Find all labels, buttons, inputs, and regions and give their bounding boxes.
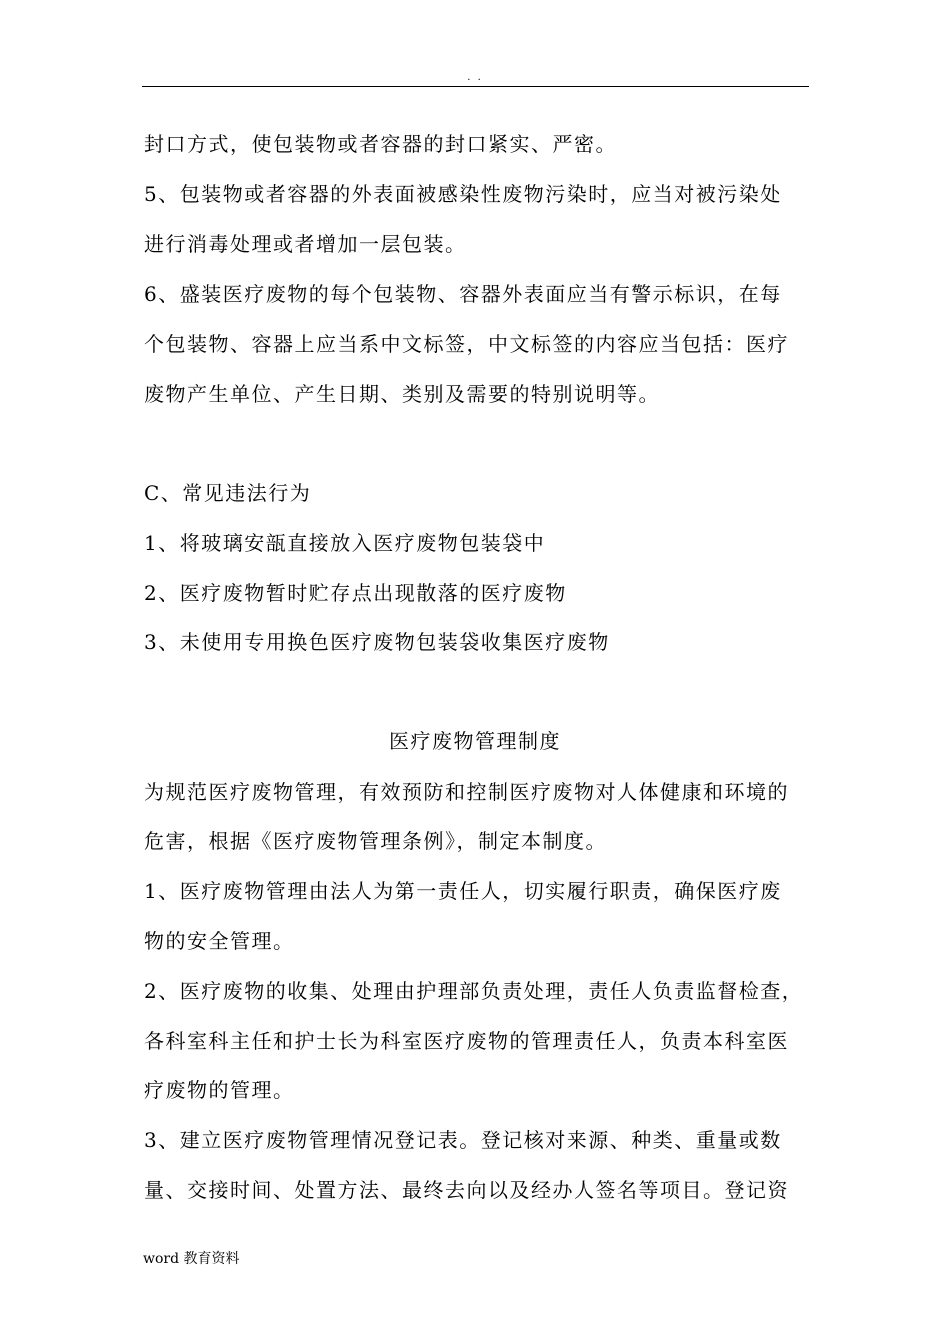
body-line: 个包装物、容器上应当系中文标签，中文标签的内容应当包括：医疗 xyxy=(144,332,789,356)
body-line: 废物产生单位、产生日期、类别及需要的特别说明等。 xyxy=(144,382,660,406)
footer-label: word 教育资料 xyxy=(143,1251,240,1267)
body-line: 量、交接时间、处置方法、最终去向以及经办人签名等项目。登记资 xyxy=(144,1178,789,1202)
body-line: 2、医疗废物的收集、处理由护理部负责处理，责任人负责监督检查， xyxy=(144,979,804,1003)
body-line: 物的安全管理。 xyxy=(144,929,295,953)
body-line: 3、未使用专用换色医疗废物包装袋收集医疗废物 xyxy=(144,630,610,654)
body-line: 进行消毒处理或者增加一层包装。 xyxy=(144,232,467,256)
body-line: 2、医疗废物暂时贮存点出现散落的医疗废物 xyxy=(144,581,567,605)
body-line: 危害，根据《医疗废物管理条例》，制定本制度。 xyxy=(144,829,607,853)
header-mark: . . xyxy=(467,72,483,83)
body-line: 3、建立医疗废物管理情况登记表。登记核对来源、种类、重量或数 xyxy=(144,1128,782,1152)
body-line: 1、医疗废物管理由法人为第一责任人，切实履行职责，确保医疗废 xyxy=(144,879,782,903)
document-title: 医疗废物管理制度 xyxy=(389,729,561,753)
body-line: 封口方式，使包装物或者容器的封口紧实、严密。 xyxy=(144,132,617,156)
section-heading: C、常见违法行为 xyxy=(144,481,312,505)
body-line: 1、将玻璃安瓿直接放入医疗废物包装袋中 xyxy=(144,531,546,555)
header-rule xyxy=(142,86,809,87)
body-line: 疗废物的管理。 xyxy=(144,1078,295,1102)
body-line: 5、包装物或者容器的外表面被感染性废物污染时，应当对被污染处 xyxy=(144,182,782,206)
body-line: 为规范医疗废物管理，有效预防和控制医疗废物对人体健康和环境的 xyxy=(144,780,789,804)
body-line: 6、盛装医疗废物的每个包装物、容器外表面应当有警示标识，在每 xyxy=(144,282,782,306)
body-line: 各科室科主任和护士长为科室医疗废物的管理责任人，负责本科室医 xyxy=(144,1029,789,1053)
